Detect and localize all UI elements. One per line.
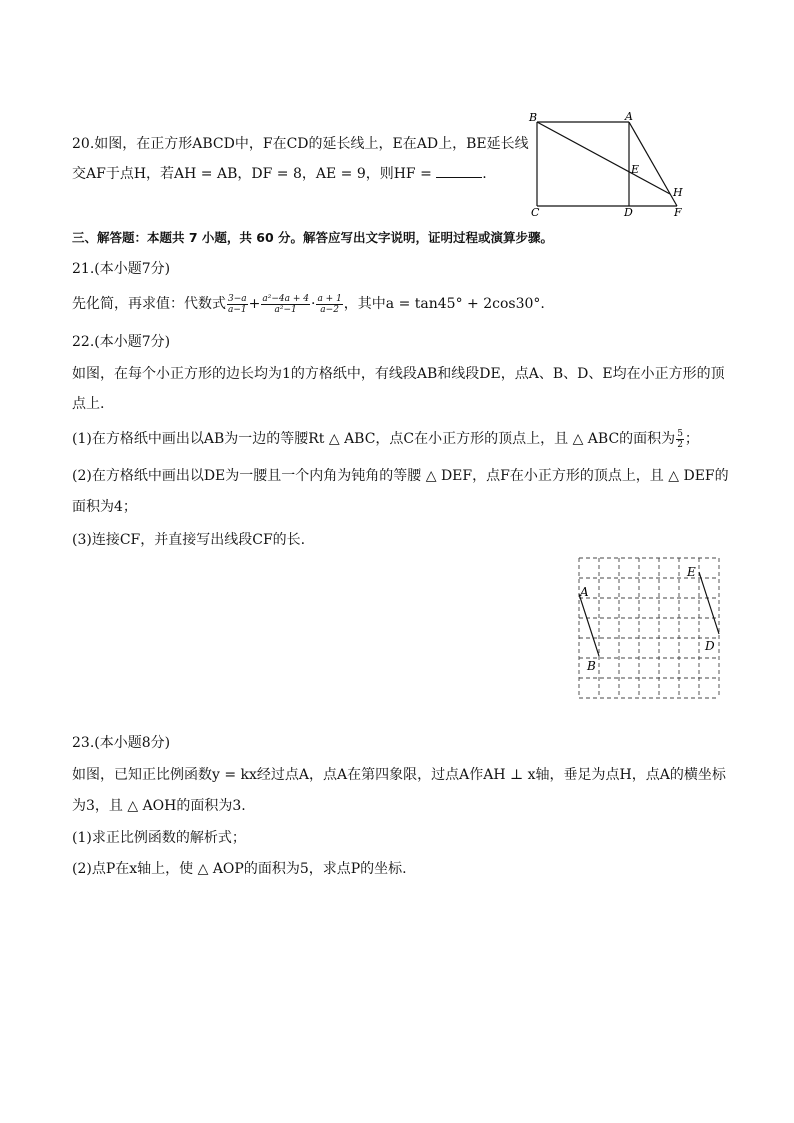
q23-line-2: 为3，且 △ AOH的面积为3. (72, 798, 246, 814)
q22-header: 22.(本小题7分) (72, 334, 171, 350)
q21-header: 21.(本小题7分) (72, 261, 171, 277)
q21-fraction-2 (261, 294, 310, 315)
q22-intro-1: 如图，在每个小正方形的边长均为1的方格纸中，有线段AB和线段DE，点A、B、D、E均在小正方形的顶 (72, 366, 725, 382)
q21-fraction-1-den: a−1 (228, 304, 247, 315)
q21-fraction-3-num: a + 1 (317, 293, 342, 304)
q23-part-1: (1)求正比例函数的解析式； (72, 830, 246, 846)
q23-part-2: (2)点P在x轴上，使 △ AOP的面积为5，求点P的坐标. (72, 861, 407, 877)
grid-label-a: A (580, 585, 589, 599)
q20-line1: 20.如图，在正方形ABCD中，F在CD的延长线上，E在AD上，BE延长线 (72, 136, 529, 152)
q22-part-3: (3)连接CF，并直接写出线段CF的长. (72, 532, 306, 548)
label-d: D (624, 206, 633, 219)
q21-fraction-1-num: 3−a (228, 293, 247, 304)
q21-text-a: 先化简，再求值：代数式 (72, 296, 226, 312)
q22-part-1-fraction (676, 429, 684, 450)
q21-plus: + (248, 296, 261, 312)
segment-ed (699, 572, 719, 634)
q21-fraction-3 (316, 294, 342, 315)
label-b: B (529, 111, 538, 124)
label-a: A (625, 110, 633, 123)
grid-label-e: E (687, 565, 696, 579)
q20-line2-text: 交AF于点H，若AH = AB，DF = 8，AE = 9，则HF = (72, 166, 437, 182)
q21-fraction-1 (227, 294, 248, 315)
label-f: F (674, 206, 682, 219)
q22-part-1 (72, 428, 699, 450)
q21-fraction-3-den: a−2 (320, 304, 339, 315)
q21-body (72, 292, 545, 316)
q21-fraction-2-num: a²−4a + 4 (262, 293, 309, 304)
label-e: E (631, 163, 640, 176)
label-c: C (531, 206, 540, 219)
q20-line2 (72, 164, 487, 184)
q21-dot: · (310, 296, 316, 312)
q22-part-1-end: ； (684, 431, 699, 447)
section-3-heading: 三、解答题：本题共 7 小题，共 60 分。解答应写出文字说明，证明过程或演算步骤。 (72, 230, 554, 245)
segment-ab (579, 594, 599, 656)
q23-line-1: 如图，已知正比例函数y = kx经过点A，点A在第四象限，过点A作AH ⊥ x轴，垂足为点H，点A的横坐标 (72, 767, 726, 783)
q21-fraction-2-den: a²−1 (274, 304, 297, 315)
q23-header: 23.(本小题8分) (72, 735, 171, 751)
q20-line2-end: . (482, 166, 487, 182)
q22-part-1-text: (1)在方格纸中画出以AB为一边的等腰Rt △ ABC，点C在小正方形的顶点上，且 △ ABC的面积为 (72, 431, 676, 447)
grid-label-b: B (587, 659, 596, 673)
answer-blank[interactable] (436, 165, 482, 178)
label-h: H (673, 186, 683, 199)
grid-figure (575, 554, 725, 700)
grid-label-d: D (705, 639, 715, 653)
square-figure (525, 110, 695, 222)
q22-part-1-fraction-den: 2 (677, 439, 683, 450)
q22-part-2a: (2)在方格纸中画出以DE为一腰且一个内角为钝角的等腰 △ DEF，点F在小正方形的顶点上，且 △ DEF的 (72, 468, 729, 484)
q21-text-b: ，其中a = tan45° + 2cos30°. (343, 296, 545, 312)
q22-part-1-fraction-num: 5 (677, 428, 683, 439)
q22-part-2b: 面积为4； (72, 499, 137, 515)
q22-intro-2: 点上. (72, 396, 105, 412)
